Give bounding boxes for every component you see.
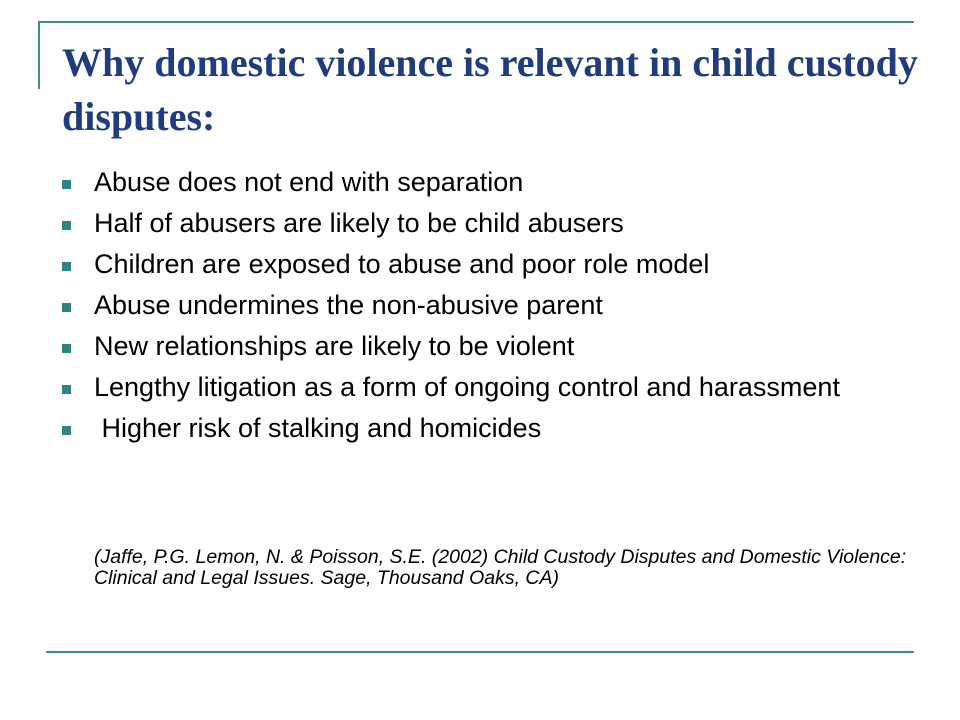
square-bullet-icon: [62, 262, 71, 271]
square-bullet-icon: [62, 344, 71, 353]
bullet-item: [60, 333, 900, 359]
bullet-item: [60, 169, 900, 195]
bullet-text: Abuse does not end with separation: [94, 167, 524, 197]
bullet-item: [60, 251, 900, 277]
slide-title: Why domestic violence is relevant in child custody disputes:: [62, 40, 918, 139]
top-accent-rule: [40, 21, 914, 23]
bottom-accent-rule: [46, 651, 914, 653]
square-bullet-icon: [62, 385, 71, 394]
bullet-text: Half of abusers are likely to be child abusers: [94, 208, 624, 238]
square-bullet-icon: [62, 221, 71, 230]
square-bullet-icon: [62, 303, 71, 312]
bullet-text: Lengthy litigation as a form of ongoing control and harassment: [94, 372, 840, 402]
bullet-item: [60, 374, 900, 400]
left-accent-rule: [38, 21, 40, 89]
square-bullet-icon: [62, 426, 71, 435]
citation-text: (Jaffe, P.G. Lemon, N. & Poisson, S.E. (2002) Child Custody Disputes and Domestic Violence: Clinical and Legal Issues. Sage, Thousand Oaks, CA): [94, 546, 907, 589]
bullet-text: Children are exposed to abuse and poor role model: [94, 249, 710, 279]
bullet-item: [60, 292, 900, 318]
bullet-text: Abuse undermines the non-abusive parent: [94, 290, 603, 320]
bullet-text: Higher risk of stalking and homicides: [94, 413, 542, 443]
bullet-list: [60, 169, 900, 456]
bullet-text: New relationships are likely to be violent: [94, 331, 575, 361]
square-bullet-icon: [62, 180, 71, 189]
bullet-item: [60, 415, 900, 441]
bullet-item: [60, 210, 900, 236]
